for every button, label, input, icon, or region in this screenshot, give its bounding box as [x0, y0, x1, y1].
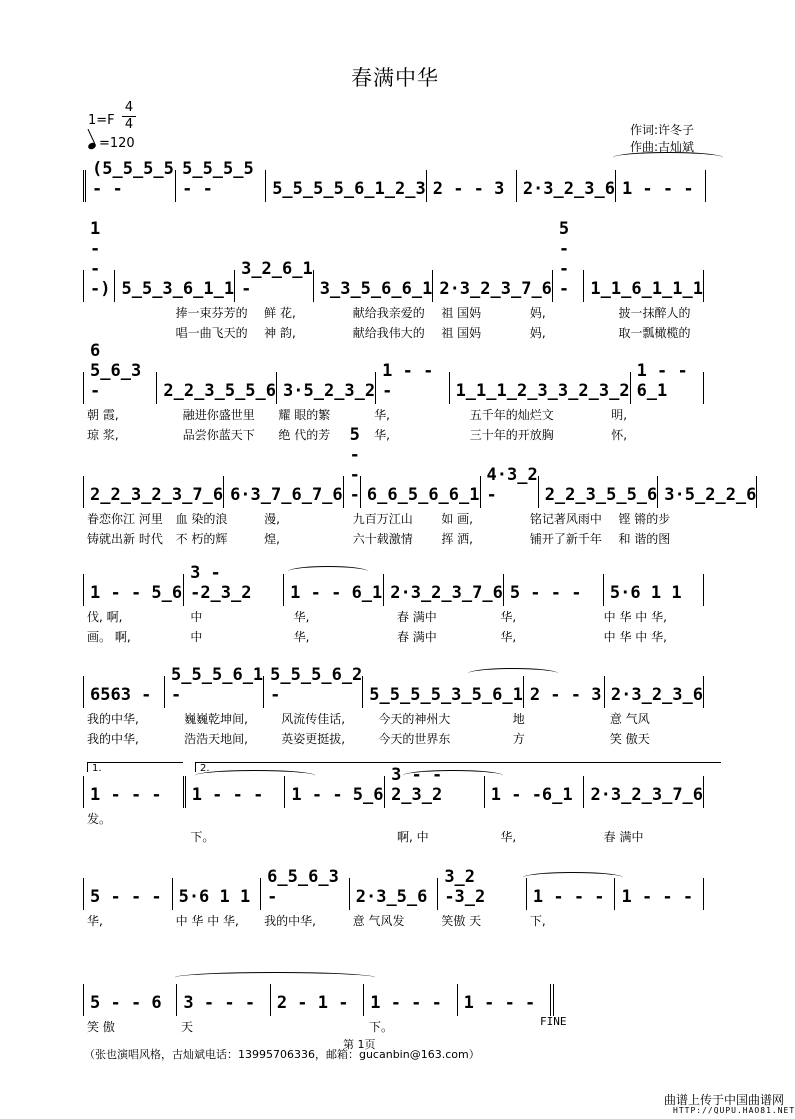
volta-first-ending: 1. — [87, 762, 183, 772]
lyric: 琼 浆, — [87, 428, 119, 442]
measure: 1 - - - — [527, 878, 616, 910]
lyric-line-2 — [83, 426, 703, 443]
measure: 5 - - - — [553, 270, 584, 302]
lyric: 伐, 啊, — [87, 610, 123, 624]
measure: 5 - - - — [344, 476, 361, 508]
measure: 5̲5̲3̲6̲1̲1 — [115, 270, 235, 302]
measure: 2·3̲2̲3̲7̲6 — [384, 574, 504, 606]
lyric: 耀 眼的繁 — [278, 408, 331, 422]
lyric: 啊, 中 — [396, 830, 429, 844]
tie-arc — [523, 872, 623, 883]
lyric: 取一瓢橄榄的 — [618, 326, 691, 340]
lyric: 地 — [512, 712, 525, 726]
lyricist: 作词:许冬子 — [630, 123, 695, 137]
lyric: 春 满中 — [603, 830, 644, 844]
measure: 4·3̲2 - — [481, 476, 539, 508]
lyric-line-1 — [83, 304, 703, 321]
lyric: 华, — [87, 914, 103, 928]
measure: 1 - - 6̲1 — [631, 372, 704, 404]
lyric — [290, 810, 393, 827]
measure: 6̲5̲6̲3 - — [261, 878, 350, 910]
time-signature — [122, 101, 136, 132]
measure: 2·3̲2̲3̲6 — [517, 170, 616, 202]
lyric: 三十年的开放胸 — [469, 428, 554, 442]
lyric: 华, — [374, 428, 390, 442]
lyric: 中 — [190, 630, 203, 644]
lyric: 铸就出新 时代 — [87, 532, 163, 546]
lyric-line-1 — [83, 510, 703, 527]
measure: 3·5̲2̲2̲6 — [658, 476, 757, 508]
lyric: 血 染的浪 — [175, 512, 228, 526]
measure: 5̲5̲5̲5 - - — [176, 170, 266, 202]
lyric: 披一抹醉人的 — [618, 306, 691, 320]
measure: 1 - - - — [615, 878, 704, 910]
lyric: 铭记著风雨中 — [529, 512, 602, 526]
measure: 1 - - - — [458, 984, 554, 1016]
music-line — [83, 159, 706, 202]
lyric: 铺开了新千年 — [529, 532, 602, 546]
music-line — [83, 765, 704, 808]
lyric — [83, 828, 186, 845]
lyric: 献给我亲爱的 — [352, 306, 425, 320]
measure: 2̲2̲3̲5̲5̲6 — [157, 372, 277, 404]
measure: 3̲2 -3̲2 — [438, 878, 527, 910]
lyric: 英姿更挺拔, — [281, 732, 346, 746]
measure: 3·5̲2̲3̲2 — [277, 372, 376, 404]
music-line — [83, 219, 704, 302]
measure: 1 - - - — [376, 372, 449, 404]
measure: 3̲3̲5̲6̲6̲1 — [314, 270, 434, 302]
music-line — [83, 563, 704, 606]
lyric: 绝 代的芳 — [278, 428, 331, 442]
measure: 3 - -2̲3̲2 — [184, 574, 284, 606]
lyric: 六十载激情 — [352, 532, 413, 546]
lyric-line-1 — [83, 608, 703, 625]
measure: 6̲6̲5̲6̲6̲1 — [361, 476, 481, 508]
lyric: 捧一束芬芳的 — [175, 306, 248, 320]
page-number: 第 1页 — [343, 1038, 376, 1051]
lyric: 发。 — [87, 812, 112, 826]
tie-arc — [403, 770, 503, 781]
music-line — [83, 341, 704, 404]
tie-arc — [175, 972, 375, 983]
page-title: 春满中华 — [351, 66, 439, 90]
tempo-value: =120 — [99, 136, 135, 151]
lyric: 春 满中 — [396, 610, 437, 624]
lyric: 妈, — [529, 326, 546, 340]
lyric-line-2 — [83, 828, 703, 845]
lyric: 献给我伟大的 — [352, 326, 425, 340]
tie-arc — [195, 770, 315, 781]
lyric: 五千年的灿烂文 — [469, 408, 554, 422]
measure: 1̲1̲1̲2̲3̲3̲2̲3̲2 — [450, 372, 631, 404]
measure: 6563 - — [84, 676, 165, 708]
measure: 5 - - - — [84, 878, 173, 910]
lyric — [496, 810, 599, 827]
measure: 2·3̲2̲3̲6 — [605, 676, 704, 708]
lyric: 华, — [293, 630, 310, 644]
lyric: 怀, — [611, 428, 628, 442]
lyric: 画。 啊, — [87, 630, 131, 644]
lyric-line-2 — [83, 628, 703, 645]
measure: 1 - -6̲1 — [485, 776, 585, 808]
lyric: 华, — [500, 630, 517, 644]
volta-second-ending: 2. — [195, 762, 721, 772]
measure: 5̲5̲5̲6̲2 - — [264, 676, 363, 708]
lyric — [614, 912, 703, 929]
lyric-line-1 — [83, 810, 703, 827]
lyric: 意 气风 — [609, 712, 650, 726]
lyric-line-2 — [83, 530, 703, 547]
time-top: 4 — [124, 100, 134, 115]
lyric: 我的中华, — [87, 732, 139, 746]
lyric: 妈, — [529, 306, 546, 320]
lyric: 煌, — [264, 532, 280, 546]
footer-note: （张也演唱风格，古灿斌电话：13995706336，邮箱：gucanbin@163.com） — [84, 1048, 480, 1061]
lyric: 风流传佳话, — [281, 712, 346, 726]
lyric: 中 华 中 华, — [603, 630, 667, 644]
measure: 1 - - 6̲1 — [284, 574, 384, 606]
lyric: 中 华 中 华, — [603, 610, 667, 624]
music-line — [83, 984, 554, 1016]
fine-marking: FINE — [540, 1015, 567, 1028]
measure: 2 - 1 - — [271, 984, 364, 1016]
lyric: 今天的世界东 — [378, 732, 451, 746]
lyric: 下。 — [369, 1020, 394, 1034]
lyric: 我的中华, — [264, 914, 316, 928]
lyric: 不 朽的辉 — [175, 532, 228, 546]
measure: 1 - - - — [186, 776, 286, 808]
lyric: 意 气风发 — [352, 914, 405, 928]
measure: 5·6 1 1 — [173, 878, 262, 910]
measure: 2·3̲2̲3̲7̲6 — [433, 270, 553, 302]
lyric-line-2 — [83, 324, 703, 341]
lyric-line-1 — [83, 1018, 553, 1035]
lyric: 中 — [190, 610, 203, 624]
lyric: 浩浩天地间, — [184, 732, 248, 746]
measure: 5 - - 6 — [84, 984, 177, 1016]
lyric: 方 — [512, 732, 525, 746]
lyric: 华, — [500, 830, 517, 844]
lyric: 九百万江山 — [352, 512, 413, 526]
lyric: 今天的神州大 — [378, 712, 451, 726]
lyric: 品尝你蓝天下 — [182, 428, 255, 442]
lyric: 铿 锵的步 — [618, 512, 671, 526]
lyric: 祖 国妈 — [441, 306, 482, 320]
measure: 5̲5̲5̲5̲6̲1̲2̲3 — [266, 170, 427, 202]
lyric — [83, 304, 172, 321]
lyric: 笑 傲 — [87, 1020, 115, 1034]
measure: 3̲2̲6̲1 - — [235, 270, 314, 302]
measure: 2 - - 3 — [427, 170, 517, 202]
measure: 1 - - 5̲6 — [84, 574, 184, 606]
quarter-note-icon — [87, 142, 97, 151]
measure: 2̲2̲3̲5̲5̲6 — [539, 476, 659, 508]
lyric: 春 满中 — [396, 630, 437, 644]
measure: (5̲5̲5̲5 - - — [86, 170, 176, 202]
lyric: 朝 霞, — [87, 408, 119, 422]
measure: 2 - - 3 — [524, 676, 605, 708]
lyric: 如 画, — [441, 512, 473, 526]
lyric — [393, 810, 496, 827]
lyric: 融进你盛世里 — [182, 408, 255, 422]
measure: 6·3̲7̲6̲7̲6 — [224, 476, 344, 508]
lyric-line-2 — [83, 730, 703, 747]
lyric: 笑 傲天 — [609, 732, 650, 746]
lyric: 漫, — [264, 512, 280, 526]
lyric: 祖 国妈 — [441, 326, 482, 340]
measure: 1 - - - — [616, 170, 706, 202]
composer: 作曲:古灿斌 — [630, 140, 695, 154]
lyric — [459, 1018, 553, 1035]
lyric-line-1 — [83, 406, 703, 423]
lyric — [83, 324, 172, 341]
lyric: 唱一曲飞天的 — [175, 326, 248, 340]
measure: 3 - - - — [177, 984, 270, 1016]
lyric: 神 韵, — [264, 326, 296, 340]
lyric: 挥 洒, — [441, 532, 473, 546]
lyric: 天 — [181, 1020, 194, 1034]
measure: 5 - - - — [504, 574, 604, 606]
watermark-text: 曲谱上传于中国曲谱网 — [664, 1093, 785, 1107]
lyric: 下。 — [190, 830, 215, 844]
measure: 3 - - 2̲3̲2 — [385, 776, 485, 808]
lyric: 华, — [293, 610, 310, 624]
measure: 1 - - -) — [84, 270, 115, 302]
key-signature: 1=F — [88, 113, 115, 128]
measure: 1 - - - — [364, 984, 457, 1016]
measure: 6 5̲6̲3 - — [84, 372, 157, 404]
lyric: 我的中华, — [87, 712, 139, 726]
measure: 2·3̲5̲6 — [350, 878, 439, 910]
measure: 2·3̲2̲3̲7̲6 — [584, 776, 704, 808]
lyric — [290, 828, 393, 845]
lyric — [186, 810, 289, 827]
lyric-line-1 — [83, 912, 703, 929]
measure: 1 - - - — [84, 776, 186, 808]
measure: 1̲1̲6̲1̲1̲1 — [584, 270, 704, 302]
lyric: 巍巍乾坤间, — [184, 712, 248, 726]
lyric — [600, 810, 703, 827]
time-bottom: 4 — [124, 117, 134, 132]
tie-arc — [468, 668, 558, 679]
lyric-line-1 — [83, 710, 703, 727]
measure: 5̲5̲5̲5̲3̲5̲6̲1 — [363, 676, 524, 708]
lyric: 眷恋你江 河里 — [87, 512, 163, 526]
tempo-marking — [88, 136, 135, 151]
measure: 5̲5̲5̲6̲1 - — [165, 676, 264, 708]
measure: 1 - - 5̲6 — [285, 776, 385, 808]
measure: 5·6 1 1 — [604, 574, 704, 606]
lyric: 和 谐的图 — [618, 532, 671, 546]
tie-arc — [288, 566, 368, 577]
lyric: 华, — [500, 610, 517, 624]
lyric: 中 华 中 华, — [175, 914, 239, 928]
lyric: 华, — [374, 408, 390, 422]
measure: 2̲2̲3̲2̲3̲7̲6 — [84, 476, 224, 508]
lyric: 下, — [529, 914, 546, 928]
music-line — [83, 665, 704, 708]
lyric: 明, — [611, 408, 628, 422]
lyric — [271, 1018, 365, 1035]
tie-arc — [613, 152, 723, 163]
lyric: 鲜 花, — [264, 306, 296, 320]
watermark-url: HTTP://QUPU.HAO81.NET — [673, 1106, 795, 1115]
lyric: 笑傲 天 — [441, 914, 482, 928]
